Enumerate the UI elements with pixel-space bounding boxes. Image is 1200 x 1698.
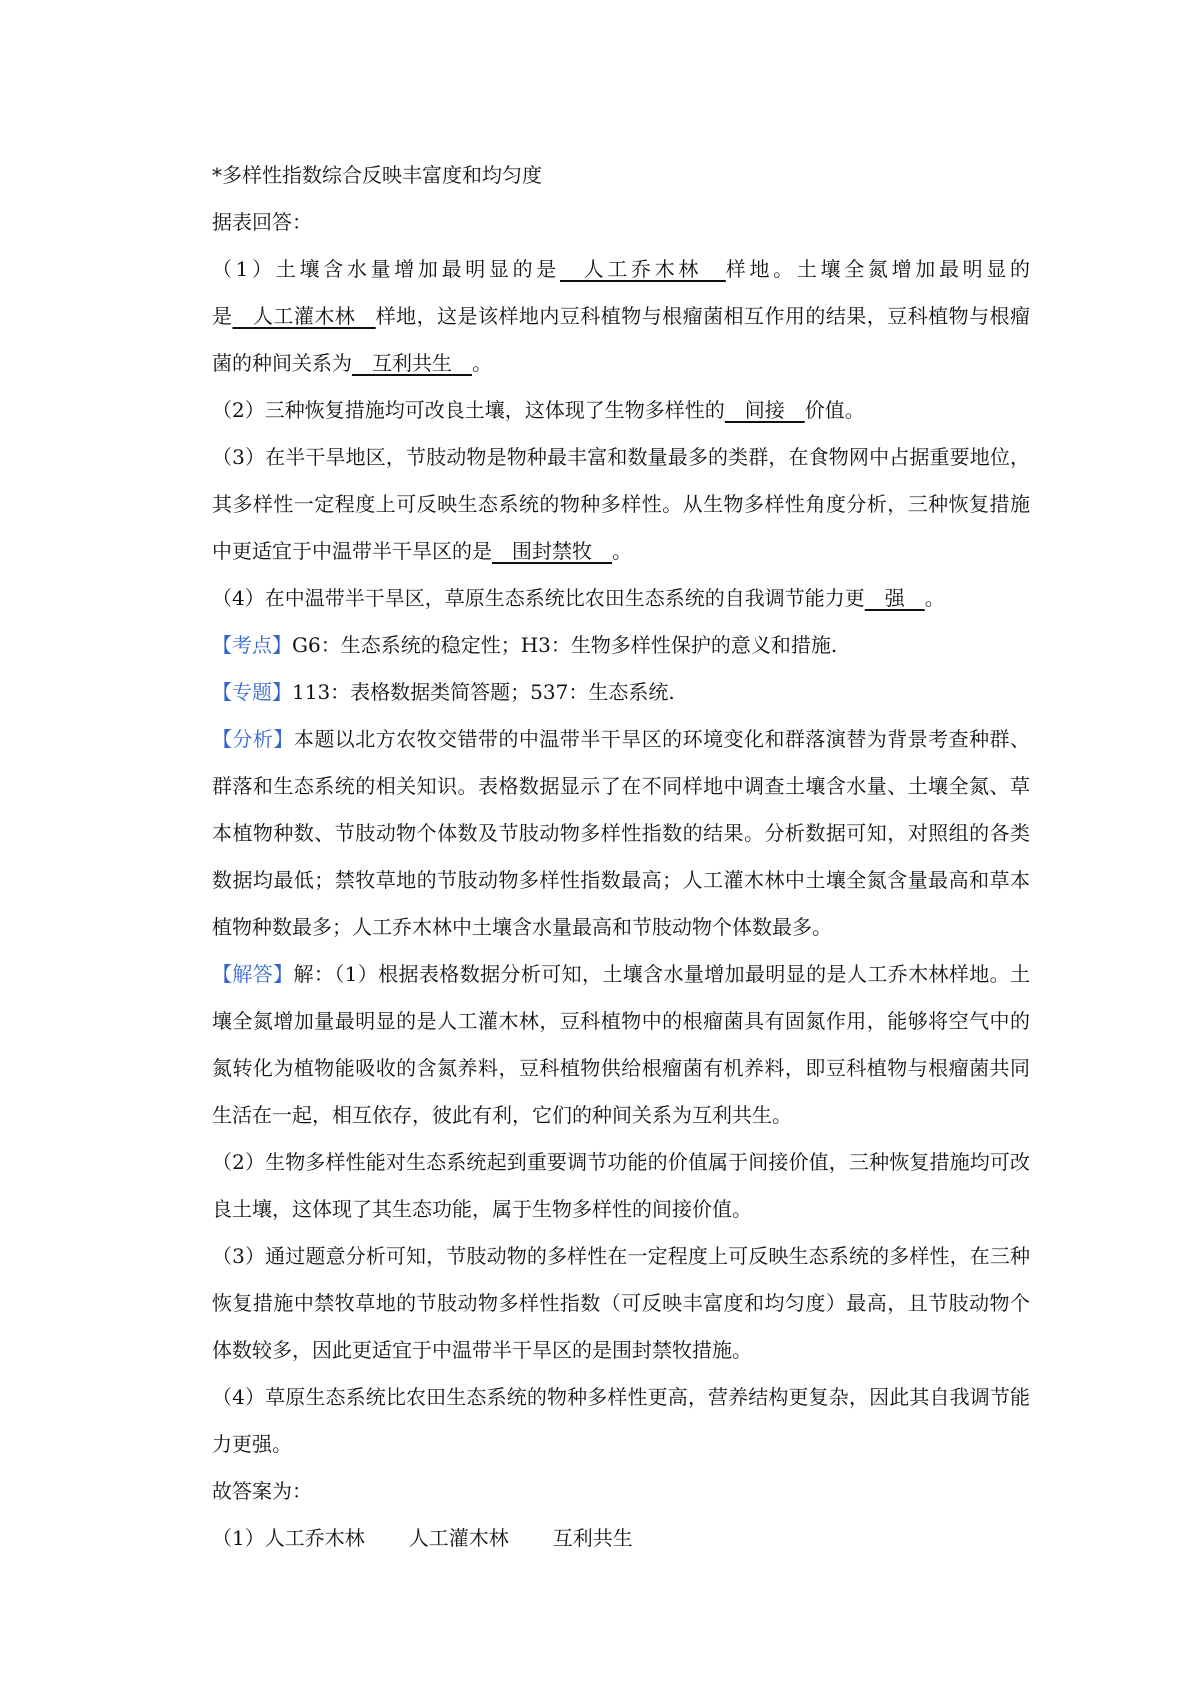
- q2-text-a: （2）三种恢复措施均可改良土壤，这体现了生物多样性的: [212, 398, 725, 422]
- q4-text-c: 。: [924, 586, 945, 610]
- answer-4: （4）草原生态系统比农田生态系统的物种多样性更高，营养结构更复杂，因此其自我调节能力更强。: [212, 1385, 1030, 1456]
- fenxi-text: 本题以北方农牧交错带的中温带半干旱区的环境变化和群落演替为背景考查种群、群落和生态系统的相关知识。表格数据显示了在不同样地中调查土壤含水量、土壤全氮、草本植物种数、节肢动物个体数及节肢动物多样性指数的结果。分析数据可知，对照组的各类数据均最低；禁牧草地的节肢动物多样性指数最高；人工灌木林中土壤全氮含量最高和草本植物种数最多；人工乔木林中土壤含水量最高和节肢动物个体数最多。: [212, 727, 1031, 939]
- jieda-paragraph: [212, 951, 1030, 1139]
- kaodian-text: G6：生态系统的稳定性；H3：生物多样性保护的意义和措施.: [292, 633, 838, 657]
- q1-blank-2: 人工灌木林: [232, 304, 376, 328]
- q2-blank-1: 间接: [724, 398, 805, 422]
- zhuanti-line: [212, 669, 1030, 716]
- answer-2: （2）生物多样性能对生态系统起到重要调节功能的价值属于间接价值，三种恢复措施均可改良土壤，这体现了其生态功能，属于生物多样性的间接价值。: [212, 1150, 1030, 1221]
- footnote: *多样性指数综合反映丰富度和均匀度: [212, 163, 542, 187]
- prompt-line: 据表回答：: [212, 210, 312, 234]
- question-4: [212, 575, 1030, 622]
- question-1: [212, 246, 1030, 387]
- q4-text-a: （4）在中温带半干旱区，草原生态系统比农田生态系统的自我调节能力更: [212, 586, 865, 610]
- jieda-tag: 【解答】: [212, 962, 294, 986]
- final-answer-1: [212, 1515, 1030, 1562]
- answer-intro: 故答案为：: [212, 1479, 312, 1503]
- jieda-text: 解：（1）根据表格数据分析可知，土壤含水量增加最明显的是人工乔木林样地。土壤全氮增加量最明显的是人工灌木林，豆科植物中的根瘤菌具有固氮作用，能够将空气中的氮转化为植物能吸收的含氮养料，豆科植物供给根瘤菌有机养料，即豆科植物与根瘤菌共同生活在一起，相互依存，彼此有利，它们的种间关系为互利共生。: [212, 962, 1030, 1127]
- q1-text-e: 。: [472, 351, 492, 375]
- q3-text-c: 。: [612, 539, 632, 563]
- kaodian-line: [212, 622, 1030, 669]
- q1-text-a: （1）土壤含水量增加最明显的是: [212, 257, 560, 281]
- q3-blank-1: 围封禁牧: [492, 539, 612, 563]
- q1-text-d: 样地，这是该样地内豆科植物与根瘤菌相互作用的结果，豆科植物与根瘤菌的种间关系为: [212, 304, 1031, 375]
- zhuanti-tag: 【专题】: [212, 680, 292, 704]
- q2-text-c: 价值。: [804, 398, 865, 422]
- final-1-number: （1）: [212, 1526, 265, 1550]
- fenxi-tag: 【分析】: [212, 727, 294, 751]
- final-1-answer-b: 人工灌木林: [408, 1526, 509, 1550]
- q3-text-a: （3）在半干旱地区，节肢动物是物种最丰富和数量最多的类群，在食物网中占据重要地位，其多样性一定程度上可反映生态系统的物种多样性。从生物多样性角度分析，三种恢复措施中更适宜于中温带半干旱区的是: [212, 445, 1030, 563]
- q1-text-c: 样地。土壤全氮增加最明显的是: [212, 257, 1031, 328]
- question-2: [212, 387, 1030, 434]
- fenxi-paragraph: [212, 716, 1030, 951]
- q1-blank-3: 互利共生: [352, 351, 472, 375]
- document-body: [212, 152, 1030, 1562]
- q1-blank-1: 人工乔木林: [560, 257, 726, 281]
- q4-blank-1: 强: [864, 586, 925, 610]
- kaodian-tag: 【考点】: [212, 633, 292, 657]
- question-3: [212, 434, 1030, 575]
- answer-3: （3）通过题意分析可知，节肢动物的多样性在一定程度上可反映生态系统的多样性，在三种恢复措施中禁牧草地的节肢动物多样性指数（可反映丰富度和均匀度）最高，且节肢动物个体数较多，因此更适宜于中温带半干旱区的是围封禁牧措施。: [212, 1244, 1030, 1362]
- final-1-answer-c: 互利共生: [552, 1526, 633, 1550]
- zhuanti-text: 113：表格数据类简答题；537：生态系统.: [292, 680, 675, 704]
- final-1-answer-a: 人工乔木林: [264, 1526, 365, 1550]
